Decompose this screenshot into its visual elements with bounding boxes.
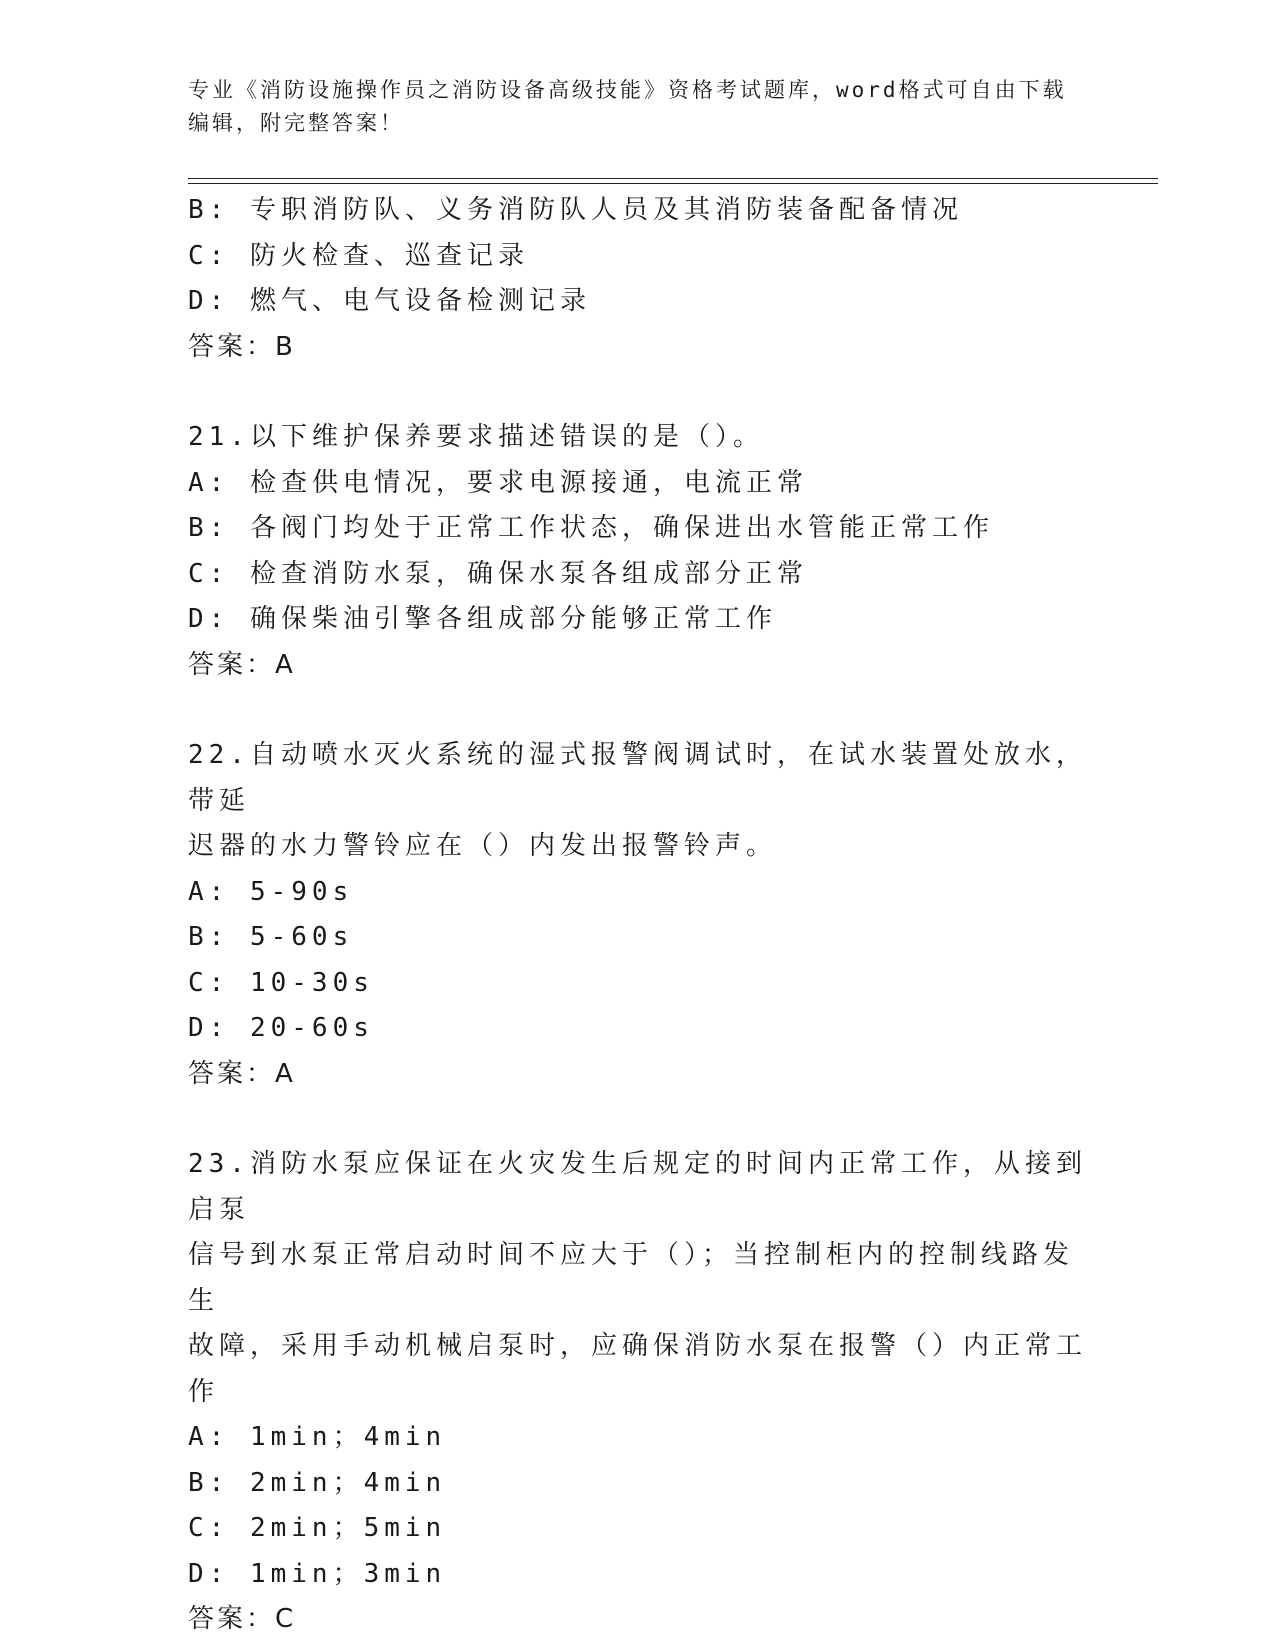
question-stem-line-2: 迟器的水力警铃应在（）内发出报警铃声。 [188,831,778,861]
answer: 答案：A [188,1058,296,1089]
answer: 答案：B [188,331,296,362]
option-c: C: 10-30s [188,967,374,998]
option-a: A: 检查供电情况，要求电源接通，电流正常 [188,467,808,498]
question-stem-line-3: 故障，采用手动机械启泵时，应确保消防水泵在报警（）内正常工作 [188,1331,1088,1407]
option-b: B: 2min；4min [188,1467,447,1498]
option-b: B: 5-60s [188,922,354,952]
option-b: B: 各阀门均处于正常工作状态，确保进出水管能正常工作 [188,513,994,543]
option-c: C: 2min；5min [188,1513,447,1543]
question-stem-line-2: 信号到水泵正常启动时间不应大于（）；当控制柜内的控制线路发生 [188,1240,1075,1316]
option-d: D: 确保柴油引擎各组成部分能够正常工作 [188,604,777,634]
question-list [188,188,1088,1643]
option-d: D: 1min；3min [188,1558,447,1589]
question-stem-line-1: 23.消防水泵应保证在火灾发生后规定的时间内正常工作，从接到启泵 [188,1149,1087,1225]
question-stem-line-1: 22.自动喷水灭火系统的湿式报警阀调试时，在试水装置处放水，带延 [188,740,1087,816]
option-c: C: 检查消防水泵，确保水泵各组成部分正常 [188,558,808,589]
option-b: B: 专职消防队、义务消防队人员及其消防装备配备情况 [188,195,963,225]
option-d: D: 燃气、电气设备检测记录 [188,286,591,316]
option-c: C: 防火检查、巡查记录 [188,240,529,271]
question-stem: 21.以下维护保养要求描述错误的是（）。 [188,422,764,452]
question-21 [188,415,1088,688]
answer: 答案：A [188,649,296,680]
option-a: A: 1min；4min [188,1422,447,1452]
question-23 [188,1142,1088,1643]
answer: 答案：C [188,1604,297,1634]
option-d: D: 20-60s [188,1013,374,1043]
header-divider [188,178,1158,184]
option-a: A: 5-90s [188,876,354,907]
question-partial [188,188,1088,370]
question-22 [188,733,1088,1097]
document-header: 专业《消防设施操作员之消防设备高级技能》资格考试题库，word格式可自由下载编辑，附完整答案！ [188,78,1067,135]
